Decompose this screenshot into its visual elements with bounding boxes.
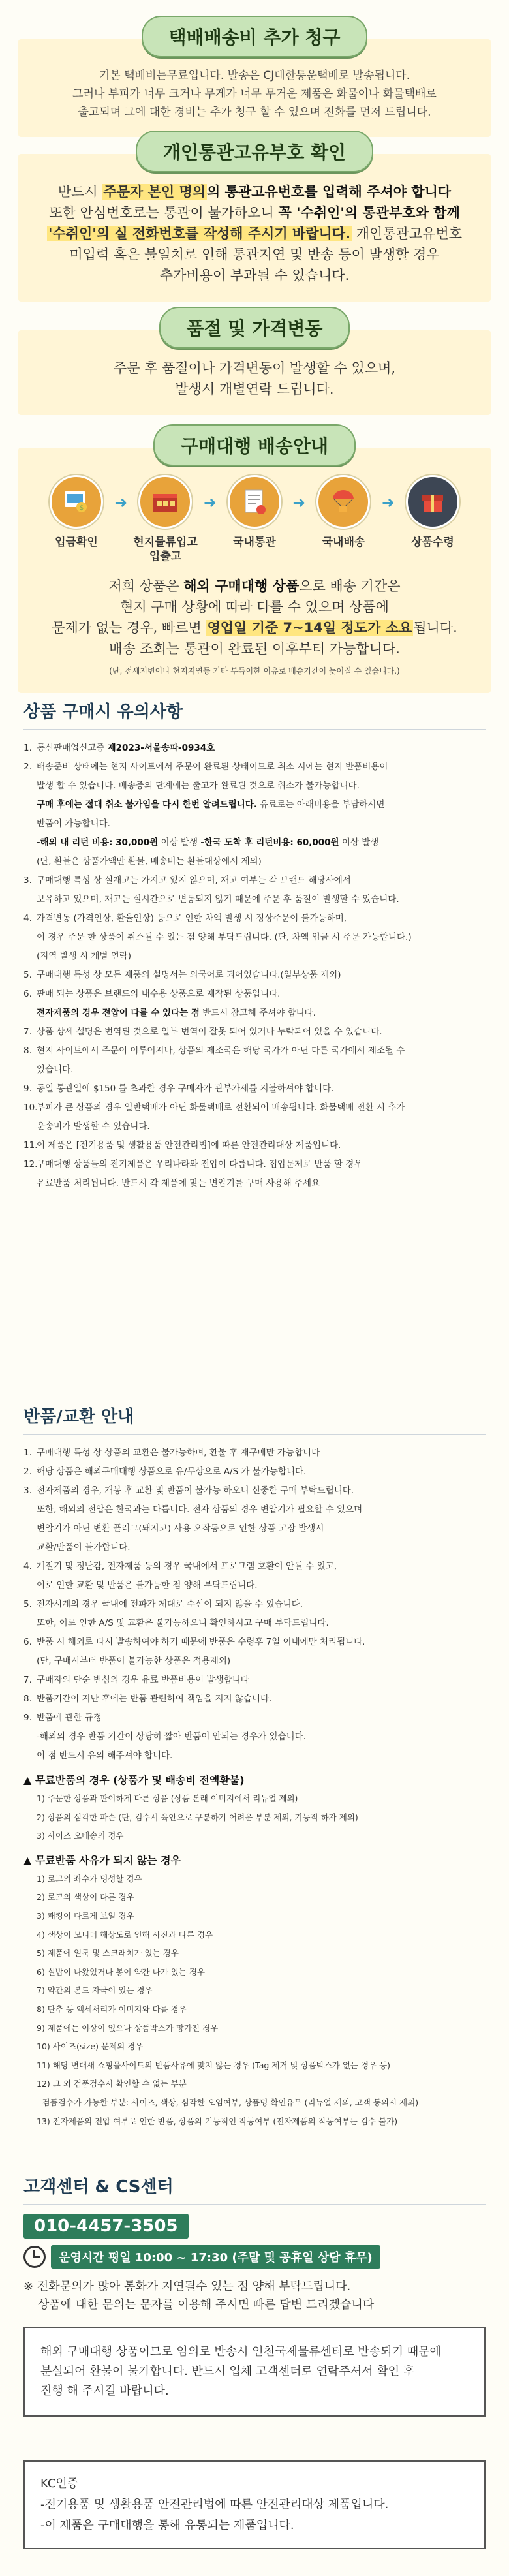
return-exchange-title: 반품/교환 안내: [23, 1403, 486, 1435]
step-customs: [219, 475, 290, 550]
customs-line-1: [37, 181, 472, 202]
exchange-item: [23, 1557, 486, 1576]
notice-item-text: 상품 상세 설명은 번역된 것으로 일부 번역이 잘못 되어 있거나 누락되어 있을 수 있습니다.: [37, 1027, 382, 1037]
delivery-section: [0, 424, 509, 693]
exchange-item-text: 반품에 관한 규정: [37, 1713, 102, 1723]
notice-item: [23, 985, 486, 1004]
notice-item: [23, 1004, 486, 1023]
customs-line-3: [37, 223, 472, 244]
exchange-item: [23, 1538, 486, 1557]
no-free-return-item: 6) 실밥이 나왔있거나 봉이 약간 나가 있는 경우: [37, 1966, 205, 1977]
no-free-return-item: 10) 사이즈(size) 문제의 경우: [37, 2041, 144, 2052]
notice-item-text: 운송비가 발생할 수 있습니다.: [37, 1121, 150, 1132]
notice-item-text: (단, 환불은 상품가액만 환불, 배송비는 환불대상에서 제외): [37, 856, 262, 867]
notice-item-number: 8.: [23, 1046, 32, 1056]
step-label-warehouse: 현지물류입고 입출고: [133, 536, 198, 563]
notice-item-text: 있습니다.: [37, 1064, 74, 1075]
arrow-right-icon: ➜: [381, 493, 395, 512]
exchange-item-text: 교환/반품이 불가합니다.: [37, 1542, 131, 1553]
exchange-item-text: 이로 인한 교환 및 반품은 불가능한 점 양해 부탁드립니다.: [37, 1580, 258, 1591]
exchange-item: [23, 1633, 486, 1652]
notice-item: [23, 1042, 486, 1061]
notice-item-text: 보유하고 있으며, 재고는 실시간으로 변동되지 않기 때문에 주문 후 품절이 발생할 수 있습니다.: [37, 894, 399, 905]
free-return-title: ▲ 무료반품의 경우 (상품가 및 배송비 전액환불): [23, 1774, 245, 1786]
customs-code-section: [0, 131, 509, 302]
notice-item: [23, 890, 486, 909]
exchange-item: [23, 1482, 486, 1500]
delivery-steps: [37, 475, 472, 564]
no-free-return-item: 4) 색상이 모니터 해상도로 인해 사진과 다른 경우: [37, 1929, 213, 1940]
notice-item: [23, 909, 486, 928]
customs-line-2: [37, 202, 472, 223]
notice-item: [23, 871, 486, 890]
exchange-item-text: 해당 상품은 해외구매대행 상품으로 유/무상으로 A/S 가 불가능합니다.: [37, 1466, 307, 1477]
customs-line-2-bold: 꼭 '수취인'의 통관부호와 함께: [278, 205, 460, 221]
no-free-return-item: 12) 그 외 검품검수시 확인할 수 없는 부분: [37, 2079, 187, 2089]
delivery-line-3: [37, 617, 472, 638]
delivery-line-2: 현지 구매 상황에 따라 다를 수 있으며 상품에: [120, 599, 389, 615]
notice-item-bold: -한국 도착 후 리턴비용: 60,000원: [200, 837, 339, 848]
exchange-item-text: 또한, 이로 인한 A/S 및 교환은 불가능하오니 확인하시고 구매 부탁드립니다.: [37, 1618, 329, 1628]
notice-item: [23, 1155, 486, 1174]
notice-item-bold: 전자제품의 경우 전압이 다를 수 있다는 점: [37, 1008, 200, 1018]
step-label-payment: 입금확인: [55, 536, 98, 549]
no-free-return-item: 2) 로고의 색상이 다른 경우: [37, 1892, 134, 1902]
delivery-note: (단, 전세지변이나 현지지연등 기타 부득이한 이유로 배송기간이 늦어질 수 있습니다.): [109, 666, 400, 675]
shipping-fee-section: [0, 16, 509, 137]
customs-line-4: 미입력 혹은 불일치로 인해 통관지연 및 반송 등이 발생할 경우: [69, 247, 440, 262]
exchange-item-text: 전자제품의 경우, 개봉 후 교환 및 반품이 불가능 하오니 신중한 구매 부탁드립니다.: [37, 1485, 354, 1496]
warehouse-icon: [138, 475, 192, 529]
notice-item: [23, 796, 486, 815]
notice-item-text: 가격변동 (가격인상, 환율인상) 등으로 인한 차액 발생 시 정상주문이 불가능하며,: [37, 913, 347, 923]
customs-line-3-post: 개인통관고유번호: [352, 226, 463, 241]
exchange-item-number: 2.: [23, 1466, 32, 1477]
operating-hours-label: 운영시간: [59, 2251, 104, 2265]
kc-line-3: -이 제품은 구매대행을 통해 유통되는 제품입니다.: [40, 2519, 294, 2532]
no-free-return-item: 11) 해당 변대새 쇼핑몰사이트의 반품사유에 맞지 않는 경우 (Tag 제거 및 상품박스가 없는 경우 등): [37, 2060, 391, 2070]
notice-item-text: 동일 통관일에 $150 를 초과한 경우 구매자가 관부가세를 지불하셔야 합니다.: [37, 1083, 334, 1094]
free-return-list: [23, 1790, 486, 1846]
exchange-item: [23, 1671, 486, 1690]
notice-item: [23, 758, 486, 777]
step-label-customs: 국내통관: [233, 536, 276, 549]
step-receive: [397, 475, 469, 550]
notice-item: [23, 833, 486, 852]
exchange-item-text: (단, 구매시부터 반품이 불가능한 상품은 적용제외): [37, 1656, 231, 1666]
delivery-line-1-pre: 저희 상품은: [108, 578, 184, 594]
notice-item-text: 유료로는 아래비용을 부담하시면: [256, 799, 385, 810]
notice-item: [23, 777, 486, 796]
notice-item: [23, 1098, 486, 1117]
operating-hours-text: 평일 10:00 ~ 17:30 (주말 및 공휴일 상담 휴무): [108, 2251, 373, 2265]
payment-confirm-icon: [50, 475, 103, 529]
exchange-item-text: 구매대행 특성 상 상품의 교환은 불가능하며, 환불 후 재구매만 가능합니다: [37, 1448, 320, 1458]
free-return-item: 2) 상품의 심각한 파손 (단, 검수시 육안으로 구분하기 어려운 부분 제외, 기능적 하자 제외): [37, 1812, 358, 1822]
free-return-item: 3) 사이즈 오배송의 경우: [37, 1831, 124, 1841]
exchange-item-text: 반품 시 해외로 다시 발송하여야 하기 때문에 반품은 수령후 7일 이내에만 처리됩니다.: [37, 1637, 365, 1647]
operating-hours: [51, 2245, 380, 2269]
return-warning-box: [23, 2327, 486, 2417]
kc-line-1: KC인증: [40, 2477, 79, 2491]
operating-hours-row: [23, 2245, 486, 2269]
cs-note-1: ※ 전화문의가 많아 통화가 지연될수 있는 점 양해 부탁드립니다.: [23, 2280, 351, 2293]
shipping-fee-line-3: [37, 103, 472, 121]
notice-item-text: 통신판매업신고증: [37, 743, 108, 753]
notice-item-text: 구매대행 특성 상 실재고는 가지고 있지 않으며, 재고 여부는 각 브랜드 해당사에서: [37, 875, 351, 886]
free-return-item: 1) 주문한 상품과 판이하게 다른 상품 (상품 본래 이미지에서 리뉴얼 제외): [37, 1793, 298, 1803]
step-label-receive: 상품수령: [411, 536, 454, 549]
notice-item: [23, 739, 486, 758]
notice-item-text: 반드시 참고해 주셔야 합니다.: [199, 1008, 316, 1018]
delivery-line-3-post: 됩니다.: [413, 620, 457, 636]
gift-box-icon: [406, 475, 459, 529]
exchange-item: [23, 1690, 486, 1709]
exchange-item: [23, 1595, 486, 1614]
price-change-title: 품절 및 가격변동: [159, 307, 350, 349]
notice-item-text: 배송준비 상태에는 현지 사이트에서 주문이 완료된 상태이므로 취소 시에는 현지 반품비용이: [37, 762, 388, 772]
arrow-right-icon: ➜: [114, 493, 128, 512]
customer-center-section: [0, 2173, 509, 2314]
exchange-item-text: 반품기간이 지난 후에는 반품 관련하여 책임을 지지 않습니다.: [37, 1694, 272, 1704]
no-free-return-list: [23, 1870, 486, 2131]
exchange-item-number: 3.: [23, 1485, 32, 1496]
customs-line-1-pre: 반드시: [57, 184, 102, 200]
customs-document-icon: [228, 475, 281, 529]
price-change-line-2: 발생시 개별연락 드립니다.: [175, 381, 334, 397]
shipping-fee-title: 택배배송비 추가 청구: [142, 16, 368, 57]
exchange-item-text: 이 점 반드시 유의 해주셔야 합니다.: [37, 1750, 173, 1761]
no-free-return-item: 13) 전자제품의 전압 여부로 인한 반품, 상품의 기능적인 작동여부 (전자제품의 작동여부는 검수 불가): [37, 2116, 398, 2126]
notice-item-number: 1.: [23, 743, 32, 753]
exchange-item-number: 1.: [23, 1448, 32, 1458]
exchange-item-text: 계절기 및 정난감, 전자제품 등의 경우 국내에서 프로그램 호환이 안될 수 있고,: [37, 1561, 337, 1572]
notice-item-text: 이상 발생: [158, 837, 201, 848]
delivery-line-1-post: 으로 배송 기간은: [299, 578, 401, 594]
notice-item-text: 발생 할 수 있습니다. 배송중의 단계에는 출고가 완료된 것으로 취소가 불가능합니다.: [37, 781, 360, 791]
exchange-item: [23, 1519, 486, 1538]
notice-item-number: 2.: [23, 762, 32, 772]
step-warehouse: [129, 475, 201, 564]
notice-item-number: 11.: [23, 1140, 38, 1151]
exchange-item-text: 구매자의 단순 변심의 경우 유료 반품비용이 발생합니다: [37, 1675, 249, 1685]
exchange-item: [23, 1652, 486, 1671]
notice-item-number: 10.: [23, 1102, 38, 1113]
no-free-return-item: 7) 약간의 본드 자국이 있는 경우: [37, 1985, 153, 1996]
exchange-item-number: 4.: [23, 1561, 32, 1572]
no-free-return-item: 5) 제품에 얼룩 및 스크래치가 있는 경우: [37, 1948, 179, 1959]
return-warning-line-3: 진행 해 주시길 바랍니다.: [40, 2384, 169, 2398]
exchange-item: [23, 1444, 486, 1463]
notice-item-text: 유료반품 처리됩니다. 반드시 각 제품에 맞는 변압기를 구매 사용해 주세요: [37, 1178, 320, 1188]
notice-item: [23, 1079, 486, 1098]
parachute-delivery-icon: [316, 475, 370, 529]
cs-note: [23, 2278, 486, 2314]
notice-item: [23, 1174, 486, 1193]
notice-item: [23, 1061, 486, 1079]
no-free-return-item: 3) 패킹이 다르게 보일 경우: [37, 1910, 134, 1921]
notice-item-text: 반품이 가능합니다.: [37, 818, 110, 829]
svg-text:$: $: [79, 504, 84, 512]
step-label-domestic: 국내배송: [322, 536, 365, 549]
customs-line-1-post: 의 통관고유번호를 입력해 주셔야 합니다: [207, 184, 452, 200]
customs-code-card: [18, 154, 491, 302]
customs-code-title: 개인통관고유부호 확인: [136, 131, 373, 172]
purchase-notice-title: 상품 구매시 유의사항: [23, 698, 486, 730]
delivery-line-4: 배송 조회는 통관이 완료된 이후부터 가능합니다.: [109, 641, 400, 657]
notice-item-text: 이 제품은 [전기용품 및 생활용품 안전관리법]에 따른 안전관리대상 제품입니다.: [37, 1140, 341, 1151]
exchange-item: [23, 1614, 486, 1633]
notice-item-bold: 구매 후에는 절대 취소 불가임을 다시 한번 알려드립니다.: [37, 799, 257, 810]
notice-item: [23, 1117, 486, 1136]
notice-item-number: 3.: [23, 875, 32, 886]
notice-item-bold: 제2023-서울송파-0934호: [107, 743, 215, 753]
notice-item-text: 이상 발생: [339, 837, 379, 848]
notice-item-number: 4.: [23, 913, 32, 923]
arrow-right-icon: ➜: [292, 493, 306, 512]
customs-line-5: 추가비용이 부과될 수 있습니다.: [159, 268, 350, 283]
notice-item-text: 구매대행 상품들의 전기제품은 우리나라와 전압이 다릅니다. 접압문제로 반품 할 경우: [37, 1159, 363, 1170]
customs-line-3-highlight: '수취인'의 실 전화번호를 작성해 주시기 바랍니다.: [48, 226, 351, 241]
exchange-item-number: 7.: [23, 1675, 32, 1685]
customs-line-2-pre: 또한 안심번호로는 통관이 불가하오니: [49, 205, 279, 221]
exchange-item-text: 변압기가 아닌 변환 플러그(돼지코) 사용 오작동으로 인한 상품 고장 발생시: [37, 1523, 324, 1534]
notice-item-number: 6.: [23, 989, 32, 999]
shipping-fee-line-1: 기본 택배비는무료입니다. 발송은 CJ대한통운택배로 발송됩니다.: [99, 69, 410, 82]
return-warning-line-1: 해외 구매대행 상품이므로 임의로 반송시 인천국제물류센터로 반송되기 때문에: [40, 2345, 441, 2359]
notice-item-text: 부피가 큰 상품의 경우 일반택배가 아닌 화물택배로 전환되어 배송됩니다. 화물택배 전환 시 추가: [37, 1102, 405, 1113]
price-change-line-1: 주문 후 품절이나 가격변동이 발생할 수 있으며,: [113, 360, 396, 376]
delivery-card: [18, 448, 491, 693]
return-exchange-section: [0, 1403, 509, 2131]
arrow-right-icon: ➜: [203, 493, 217, 512]
customer-center-title: 고객센터 & CS센터: [23, 2173, 486, 2205]
notice-item-number: 5.: [23, 970, 32, 980]
exchange-item-number: 9.: [23, 1713, 32, 1723]
notice-item-text: 현지 사이트에서 주문이 이루어지나, 상품의 제조국은 해당 국가가 아닌 다른 국가에서 제조될 수: [37, 1046, 405, 1056]
exchange-item: [23, 1500, 486, 1519]
cs-note-2: 상품에 대한 문의는 문자를 이용해 주시면 빠른 답변 드리겠습니다: [38, 2298, 375, 2312]
notice-item-number: 7.: [23, 1027, 32, 1037]
notice-item-text: 판매 되는 상품은 브랜드의 내수용 상품으로 제작된 상품입니다.: [37, 989, 281, 999]
purchase-notice-section: [0, 698, 509, 1193]
exchange-item: [23, 1746, 486, 1765]
return-warning-line-2: 분실되어 환불이 불가합니다. 반드시 업체 고객센터로 연락주셔서 확인 후: [40, 2365, 415, 2378]
notice-item-number: 12.: [23, 1159, 38, 1170]
exchange-item-number: 5.: [23, 1599, 32, 1609]
price-change-section: [0, 307, 509, 415]
delivery-line-3-pre: 문제가 없는 경우, 빠르면: [52, 620, 206, 636]
purchase-notice-list: [23, 739, 486, 1193]
shipping-fee-line-3-text: 출고되며 그에 대한 경비는 추가 청구 할 수 있으며 전화를 먼저 드립니다.: [78, 106, 431, 119]
notice-item-bold: -해외 내 리턴 비용: 30,000원: [37, 837, 159, 848]
notice-item: [23, 947, 486, 966]
delivery-line-1-bold: 해외 구매대행 상품: [183, 578, 300, 594]
notice-item: [23, 1136, 486, 1155]
no-free-return-item: 9) 제품에는 이상이 없으나 상품박스가 망가진 경우: [37, 2023, 219, 2033]
notice-item-text: (지역 발생 시 개별 연락): [37, 951, 132, 961]
return-exchange-list: [23, 1444, 486, 1765]
notice-item: [23, 928, 486, 947]
exchange-item: [23, 1728, 486, 1746]
notice-item-text: 구매대행 특성 상 모든 제품의 설명서는 외국어로 되어있습니다.(일부상품 제외): [37, 970, 341, 980]
exchange-item: [23, 1463, 486, 1482]
notice-item: [23, 852, 486, 871]
clock-icon: [23, 2246, 46, 2268]
step-payment: [40, 475, 112, 550]
notice-item-number: 9.: [23, 1083, 32, 1094]
exchange-item-text: 또한, 해외의 전압은 한국과는 다릅니다. 전자 상품의 경우 변압기가 필요할 수 있으며: [37, 1504, 363, 1515]
exchange-item-number: 6.: [23, 1637, 32, 1647]
exchange-item-text: -해외의 경우 반품 기간이 상당히 짧아 반품이 안되는 경우가 있습니다.: [37, 1731, 306, 1742]
customs-line-1-highlight: 주문자 본인 명의: [103, 184, 206, 200]
step-domestic-delivery: [307, 475, 379, 550]
delivery-line-3-highlight: 영업일 기준 7~14일 정도가 소요: [207, 620, 412, 636]
delivery-line-1: [37, 576, 472, 597]
notice-item: [23, 815, 486, 833]
exchange-item-number: 8.: [23, 1694, 32, 1704]
kc-line-2: -전기용품 및 생활용품 안전관리법에 따른 안전관리대상 제품입니다.: [40, 2498, 389, 2511]
phone-number[interactable]: 010-4457-3505: [23, 2214, 189, 2239]
exchange-item: [23, 1576, 486, 1595]
no-free-return-item: 1) 로고의 좌수가 명성할 경우: [37, 1873, 142, 1884]
kc-certification-box: [23, 2460, 486, 2549]
notice-item-text: 이 경우 주문 한 상품이 취소될 수 있는 점 양해 부탁드립니다. (단, 차액 입금 시 주문 가능합니다.): [37, 932, 412, 942]
notice-item: [23, 966, 486, 985]
shipping-fee-line-2: 그러나 부피가 너무 크거나 무게가 너무 무거운 제품은 화물이나 화물택배로: [72, 87, 437, 101]
no-free-return-item: 8) 단추 등 액세서리가 이미지와 다를 경우: [37, 2004, 187, 2014]
delivery-title: 구매대행 배송안내: [153, 424, 356, 466]
no-free-return-item: - 검품검수가 가능한 부분: 사이즈, 색상, 심각한 오염여부, 상품명 확인유무 (리뉴얼 제외, 고객 동의시 제외): [37, 2097, 419, 2107]
notice-item: [23, 1023, 486, 1042]
exchange-item: [23, 1709, 486, 1728]
exchange-item-text: 전자시계의 경우 국내에 전파가 제대로 수신이 되지 않을 수 있습니다.: [37, 1599, 303, 1609]
no-free-return-title: ▲ 무료반품 사유가 되지 않는 경우: [23, 1854, 181, 1867]
